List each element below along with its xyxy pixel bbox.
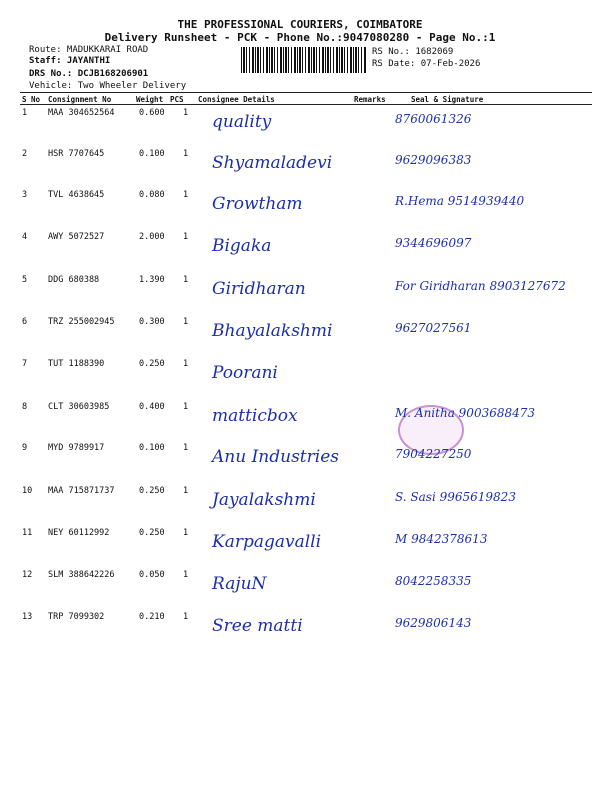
row-weight: 0.400 (139, 402, 165, 412)
row-weight: 0.100 (139, 149, 165, 159)
table-row (0, 275, 600, 315)
row-signature-handwritten: S. Sasi 9965619823 (395, 490, 516, 504)
col-seal-signature: Seal & Signature (411, 95, 484, 104)
row-sno: 4 (22, 232, 28, 242)
row-weight: 0.250 (139, 486, 165, 496)
table-row (0, 149, 600, 189)
drs-label: DRS No.: DCJB168206901 (29, 69, 149, 79)
row-sno: 9 (22, 443, 28, 453)
col-pcs: PCS (170, 95, 184, 104)
row-pcs: 1 (183, 359, 189, 369)
table-row (0, 317, 600, 357)
row-weight: 1.390 (139, 275, 165, 285)
row-consignee-handwritten: Giridharan (212, 279, 306, 299)
row-sno: 2 (22, 149, 28, 159)
row-signature-handwritten: M. Anitha 9003688473 (395, 406, 536, 420)
row-pcs: 1 (183, 612, 189, 622)
row-signature-handwritten: R.Hema 9514939440 (395, 194, 525, 208)
row-consignment: TVL 4638645 (48, 190, 105, 200)
row-pcs: 1 (183, 443, 189, 453)
row-sno: 7 (22, 359, 28, 369)
row-pcs: 1 (183, 570, 189, 580)
staff-label: Staff: JAYANTHI (29, 56, 111, 66)
row-sno: 1 (22, 108, 28, 118)
row-weight: 0.210 (139, 612, 165, 622)
row-sno: 13 (22, 612, 33, 622)
row-consignment: MAA 715871737 (48, 486, 115, 496)
row-sno: 10 (22, 486, 33, 496)
row-consignment: SLM 388642226 (48, 570, 115, 580)
col-consignment: Consignment No (48, 95, 112, 104)
row-consignment: NEY 60112992 (48, 528, 110, 538)
row-pcs: 1 (183, 528, 189, 538)
row-consignee-handwritten: Bhayalakshmi (212, 321, 333, 341)
row-consignee-handwritten: Shyamaladevi (212, 153, 333, 173)
table-row (0, 443, 600, 483)
table-row (0, 528, 600, 568)
row-consignment: TRZ 255002945 (48, 317, 115, 327)
row-consignment: AWY 5072527 (48, 232, 105, 242)
col-weight: Weight (136, 95, 164, 104)
row-consignment: TRP 7099302 (48, 612, 105, 622)
company-title: THE PROFESSIONAL COURIERS, COIMBATORE (177, 18, 423, 31)
row-pcs: 1 (183, 232, 189, 242)
row-signature-handwritten: 8042258335 (395, 574, 472, 588)
row-weight: 2.000 (139, 232, 165, 242)
row-signature-handwritten: 9344696097 (395, 236, 472, 250)
row-consignee-handwritten: Growtham (212, 194, 303, 214)
row-signature-handwritten: M 9842378613 (395, 532, 488, 546)
row-consignment: MAA 304652564 (48, 108, 115, 118)
col-consignee: Consignee Details (198, 95, 275, 104)
row-sno: 3 (22, 190, 28, 200)
table-row (0, 359, 600, 399)
row-signature-handwritten: 9627027561 (395, 321, 472, 335)
row-consignee-handwritten: Sree matti (212, 616, 303, 636)
row-signature-handwritten: 8760061326 (395, 112, 472, 126)
row-consignment: CLT 30603985 (48, 402, 110, 412)
row-consignee-handwritten: RajuN (212, 574, 267, 594)
table-row (0, 402, 600, 442)
table-row (0, 612, 600, 652)
row-pcs: 1 (183, 190, 189, 200)
row-pcs: 1 (183, 317, 189, 327)
row-consignee-handwritten: Poorani (212, 363, 278, 383)
barcode (241, 47, 366, 73)
row-sno: 5 (22, 275, 28, 285)
row-consignment: DDG 680388 (48, 275, 100, 285)
row-weight: 0.250 (139, 359, 165, 369)
header-rule-top (20, 92, 592, 93)
col-sno: S No (22, 95, 41, 104)
row-sno: 11 (22, 528, 33, 538)
row-consignment: TUT 1188390 (48, 359, 105, 369)
row-pcs: 1 (183, 402, 189, 412)
row-pcs: 1 (183, 149, 189, 159)
row-signature-handwritten: 7904227250 (395, 447, 472, 461)
row-signature-handwritten: For Giridharan 8903127672 (395, 279, 566, 293)
runsheet-title: Delivery Runsheet - PCK - Phone No.:9047080280 - Page No.:1 (104, 31, 496, 44)
row-weight: 0.250 (139, 528, 165, 538)
row-sno: 8 (22, 402, 28, 412)
row-pcs: 1 (183, 486, 189, 496)
route-label: Route: MADUKKARAI ROAD (29, 45, 149, 55)
table-row (0, 486, 600, 526)
row-weight: 0.100 (139, 443, 165, 453)
row-sno: 6 (22, 317, 28, 327)
table-row (0, 570, 600, 610)
rs-date: RS Date: 07-Feb-2026 (372, 59, 481, 69)
vehicle-label: Vehicle: Two Wheeler Delivery (29, 81, 187, 91)
row-signature-handwritten: 9629806143 (395, 616, 472, 630)
row-consignee-handwritten: matticbox (212, 406, 298, 426)
row-consignment: MYD 9789917 (48, 443, 105, 453)
row-consignee-handwritten: Karpagavalli (212, 532, 322, 552)
row-pcs: 1 (183, 108, 189, 118)
row-consignee-handwritten: Bigaka (212, 236, 272, 256)
table-row (0, 232, 600, 272)
row-sno: 12 (22, 570, 33, 580)
row-weight: 0.050 (139, 570, 165, 580)
row-consignee-handwritten: Anu Industries (212, 447, 339, 467)
rs-number: RS No.: 1682069 (372, 47, 454, 57)
row-signature-handwritten: 9629096383 (395, 153, 472, 167)
row-weight: 0.080 (139, 190, 165, 200)
row-pcs: 1 (183, 275, 189, 285)
header-rule-bottom (20, 104, 592, 105)
table-row (0, 190, 600, 230)
row-consignee-handwritten: Jayalakshmi (212, 490, 316, 510)
row-consignment: HSR 7707645 (48, 149, 105, 159)
row-weight: 0.600 (139, 108, 165, 118)
row-weight: 0.300 (139, 317, 165, 327)
row-consignee-handwritten: quality (212, 112, 272, 132)
col-remarks: Remarks (354, 95, 386, 104)
table-row (0, 108, 600, 148)
